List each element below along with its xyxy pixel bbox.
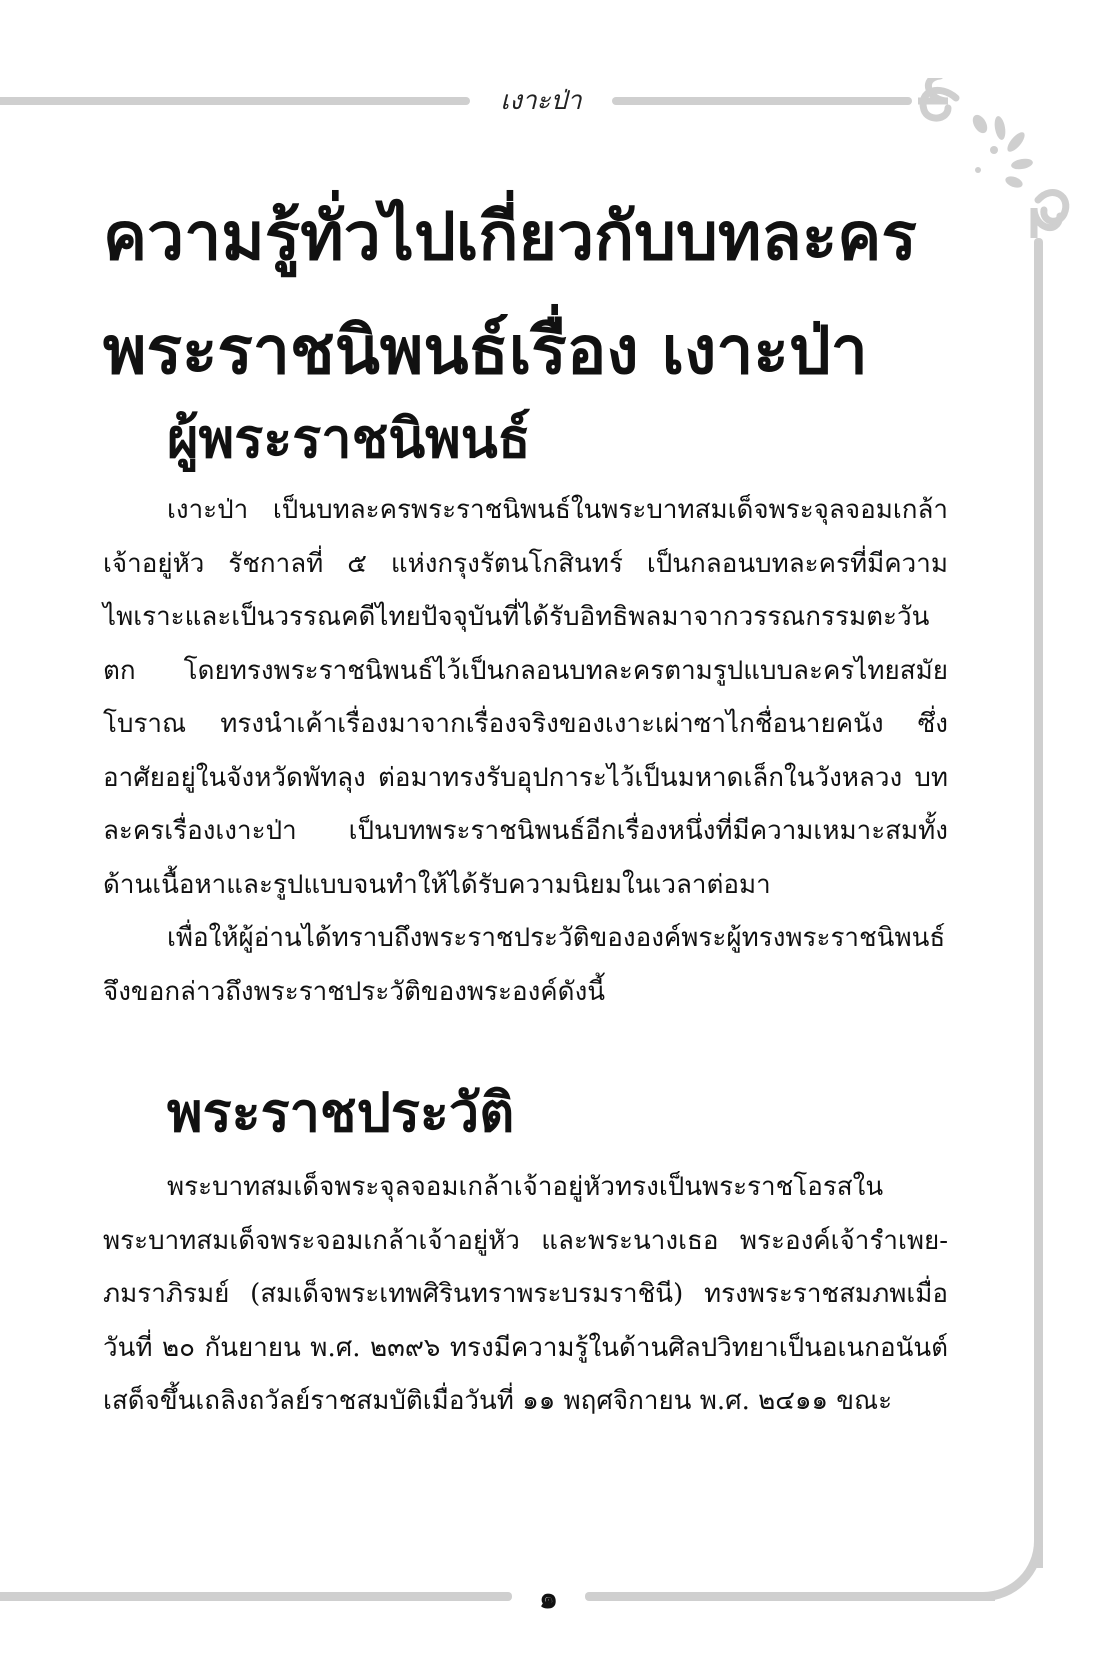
page-title xyxy=(103,180,1033,408)
title-line-2: พระราชนิพนธ์เรื่อง เงาะป่า xyxy=(103,312,868,389)
frame-right-rule xyxy=(1034,238,1043,1568)
frame-top-left-rule xyxy=(0,97,470,105)
frame-top-right-rule xyxy=(612,97,912,105)
frame-bottom-left-rule xyxy=(0,1592,512,1601)
section-heading-biography: พระราชประวัติ xyxy=(167,1081,515,1144)
section-heading-author: ผู้พระราชนิพนธ์ xyxy=(167,407,531,470)
paragraph-author-2: เพื่อให้ผู้อ่านได้ทราบถึงพระราชประวัติขององค์พระผู้ทรงพระราชนิพนธ์ จึงขอกล่าวถึงพระราชประวัติของพระองค์ดังนี้ xyxy=(103,923,946,1007)
frame-bottom-right-rule xyxy=(585,1592,995,1601)
paragraph-author-1: เงาะป่า เป็นบทละครพระราชนิพนธ์ในพระบาทสมเด็จพระจุลจอมเกล้าเจ้าอยู่หัว รัชกาลที่ ๕ แห่งกรุงรัตนโกสินทร์ เป็นกลอนบทละครที่มีความไพเราะและเป็นวรรณคดีไทยปัจจุบันที่ได้รับอิทธิพลมาจากวรรณกรรมตะวันตก โดยทรงพระราชนิพนธ์ไว้เป็นกลอนบทละครตามรูปแบบละครไทยสมัยโบราณ ทรงนำเค้าเรื่องมาจากเรื่องจริงของเงาะเผ่าซาไกชื่อนายคนัง ซึ่งอาศัยอยู่ในจังหวัดพัทลุง ต่อมาทรงรับอุปการะไว้เป็นมหาดเล็กในวังหลวง บทละครเรื่องเงาะป่า เป็นบทพระราชนิพนธ์อีกเรื่องหนึ่งที่มีความเหมาะสมทั้งด้านเนื้อหาและรูปแบบจนทำให้ได้รับความนิยมในเวลาต่อมา xyxy=(103,495,948,900)
running-header: เงาะป่า xyxy=(500,86,582,116)
title-line-1: ความรู้ทั่วไปเกี่ยวกับบทละคร xyxy=(103,198,917,275)
paragraph-biography-1: พระบาทสมเด็จพระจุลจอมเกล้าเจ้าอยู่หัวทรงเป็นพระราชโอรสในพระบาทสมเด็จพระจอมเกล้าเจ้าอยู่หัว และพระนางเธอ พระองค์เจ้ารำเพย-ภมราภิรมย์ (สมเด็จพระเทพศิรินทราพระบรมราชินี) ทรงพระราชสมภพเมื่อวันที่ ๒๐ กันยายน พ.ศ. ๒๓๙๖ ทรงมีความรู้ในด้านศิลปวิทยาเป็นอเนกอนันต์ เสด็จขึ้นเถลิงถวัลย์ราชสมบัติเมื่อวันที่ ๑๑ พฤศจิกายน พ.ศ. ๒๔๑๑ ขณะ xyxy=(103,1172,948,1416)
page-number: ๑ xyxy=(538,1581,559,1616)
frame-bottom-right-corner xyxy=(962,1520,1043,1601)
